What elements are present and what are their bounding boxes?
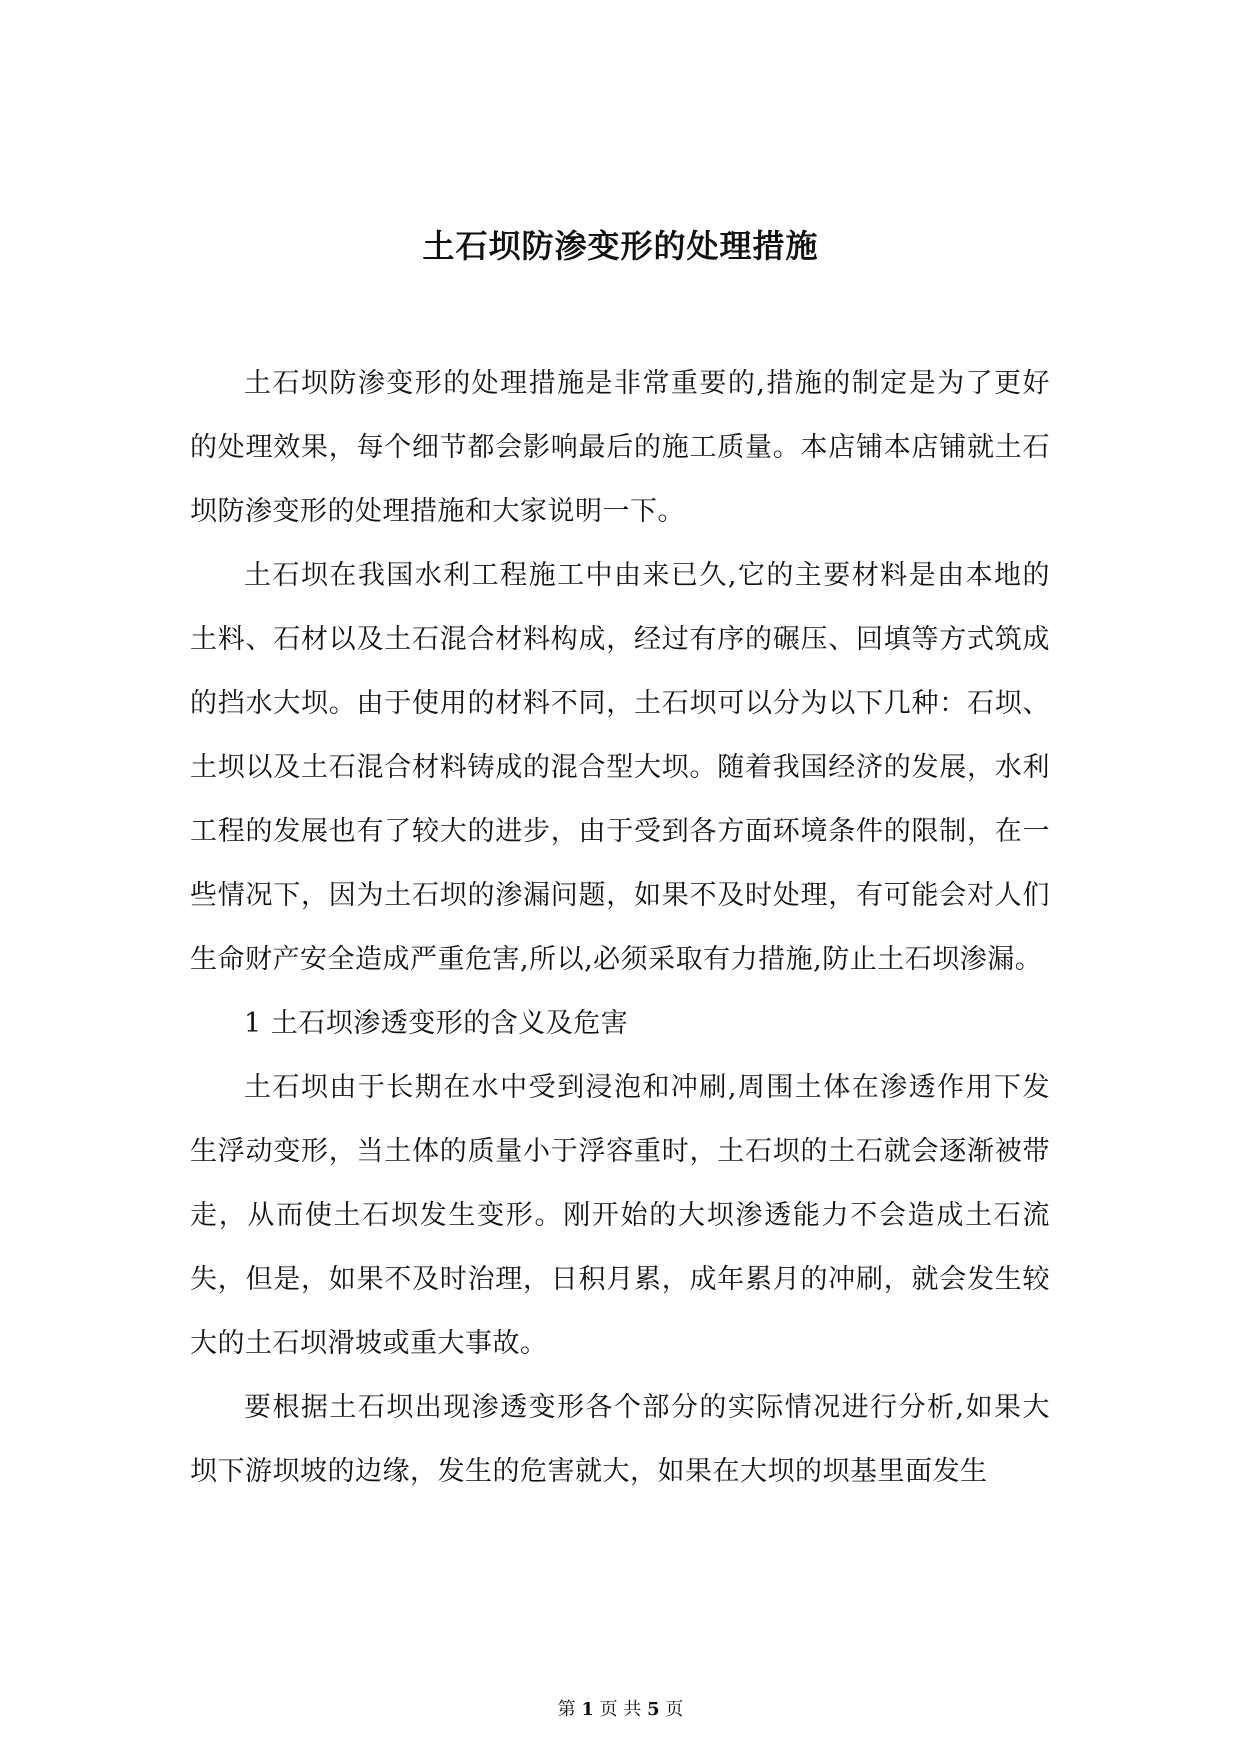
paragraph-intro: 土石坝防渗变形的处理措施是非常重要的,措施的制定是为了更好的处理效果，每个细节都会影响最后的施工质量。本店铺本店铺就土石坝防渗变形的处理措施和大家说明一下。 [190, 368, 1050, 527]
page-footer [0, 1698, 1241, 1722]
document-title: 土石坝防渗变形的处理措施 [422, 227, 819, 265]
footer-middle: 页 共 [599, 1699, 642, 1720]
paragraph-section-2: 要根据土石坝出现渗透变形各个部分的实际情况进行分析,如果大坝下游坝坡的边缘，发生的危害就大，如果在大坝的坝基里面发生 [190, 1392, 1050, 1487]
footer-suffix: 页 [665, 1699, 684, 1720]
paragraph-section-1: 土石坝由于长期在水中受到浸泡和冲刷,周围土体在渗透作用下发生浮动变形，当土体的质量小于浮容重时，土石坝的土石就会逐渐被带走，从而使土石坝发生变形。刚开始的大坝渗透能力不会造成土石流失，但是，如果不及时治理，日积月累，成年累月的冲刷，就会发生较大的土石坝滑坡或重大事故。 [190, 1072, 1050, 1359]
section-heading: 1 土石坝渗透变形的含义及危害 [244, 1008, 629, 1039]
footer-current-page: 1 [581, 1699, 594, 1720]
footer-prefix: 第 [557, 1699, 576, 1720]
footer-total-pages: 5 [647, 1699, 660, 1720]
document-body [190, 352, 1050, 1504]
paragraph-background: 土石坝在我国水利工程施工中由来已久,它的主要材料是由本地的土料、石材以及土石混合材料构成，经过有序的碾压、回填等方式筑成的挡水大坝。由于使用的材料不同，土石坝可以分为以下几种：石坝、土坝以及土石混合材料铸成的混合型大坝。随着我国经济的发展，水利工程的发展也有了较大的进步，由于受到各方面环境条件的限制，在一些情况下，因为土石坝的渗漏问题，如果不及时处理，有可能会对人们生命财产安全造成严重危害,所以,必须采取有力措施,防止土石坝渗漏。 [190, 560, 1050, 975]
